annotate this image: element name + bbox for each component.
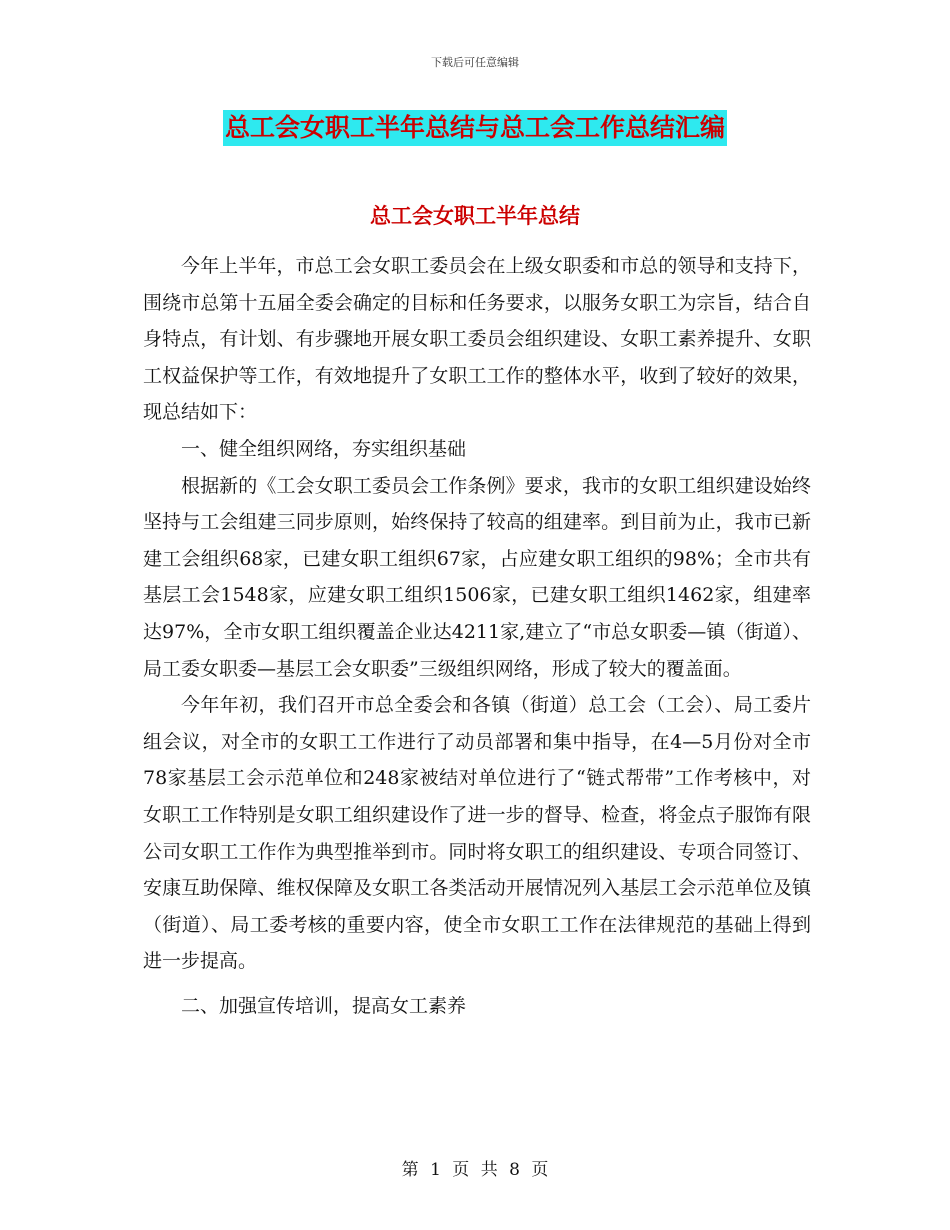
- page-number: 第 1 页 共 8 页: [401, 1160, 549, 1180]
- section-heading-2: 二、加强宣传培训，提高女工素养: [181, 994, 467, 1017]
- section-title: 总工会女职工半年总结: [370, 204, 580, 228]
- document-body: [143, 248, 811, 1024]
- main-title-container: [0, 110, 950, 146]
- paragraph-organization: 根据新的《工会女职工委员会工作条例》要求，我市的女职工组织建设始终坚持与工会组建三同步原则，始终保持了较高的组建率。到目前为止，我市已新建工会组织68家，已建女职工组织67家，占应建女职工组织的98%；全市共有基层工会1548家，应建女职工组织1506家，已建女职工组织1462家，组建率达97%，全市女职工组织覆盖企业达4211家,建立了“市总女职委—镇（街道）、局工委女职委—基层工会女职委”三级组织网络，形成了较大的覆盖面。: [143, 474, 811, 680]
- main-title: 总工会女职工半年总结与总工会工作总结汇编: [223, 110, 727, 146]
- section-heading-1: 一、健全组织网络，夯实组织基础: [181, 437, 467, 460]
- paragraph-intro: 今年上半年，市总工会女职工委员会在上级女职委和市总的领导和支持下，围绕市总第十五届全委会确定的目标和任务要求，以服务女职工为宗旨，结合自身特点，有计划、有步骤地开展女职工委员会组织建设、女职工素养提升、女职工权益保护等工作，有效地提升了女职工工作的整体水平，收到了较好的效果，现总结如下：: [143, 255, 811, 424]
- paragraph-meetings: 今年年初，我们召开市总全委会和各镇（街道）总工会（工会）、局工委片组会议，对全市的女职工工作进行了动员部署和集中指导，在4—5月份对全市78家基层工会示范单位和248家被结对单位进行了“链式帮带”工作考核中，对女职工工作特别是女职工组织建设作了进一步的督导、检查，将金点子服饰有限公司女职工工作作为典型推举到市。同时将女职工的组织建设、专项合同签订、安康互助保障、维权保障及女职工各类活动开展情况列入基层工会示范单位及镇（街道）、局工委考核的重要内容，使全市女职工工作在法律规范的基础上得到进一步提高。: [143, 694, 811, 973]
- header-note: 下载后可任意编辑: [431, 56, 519, 69]
